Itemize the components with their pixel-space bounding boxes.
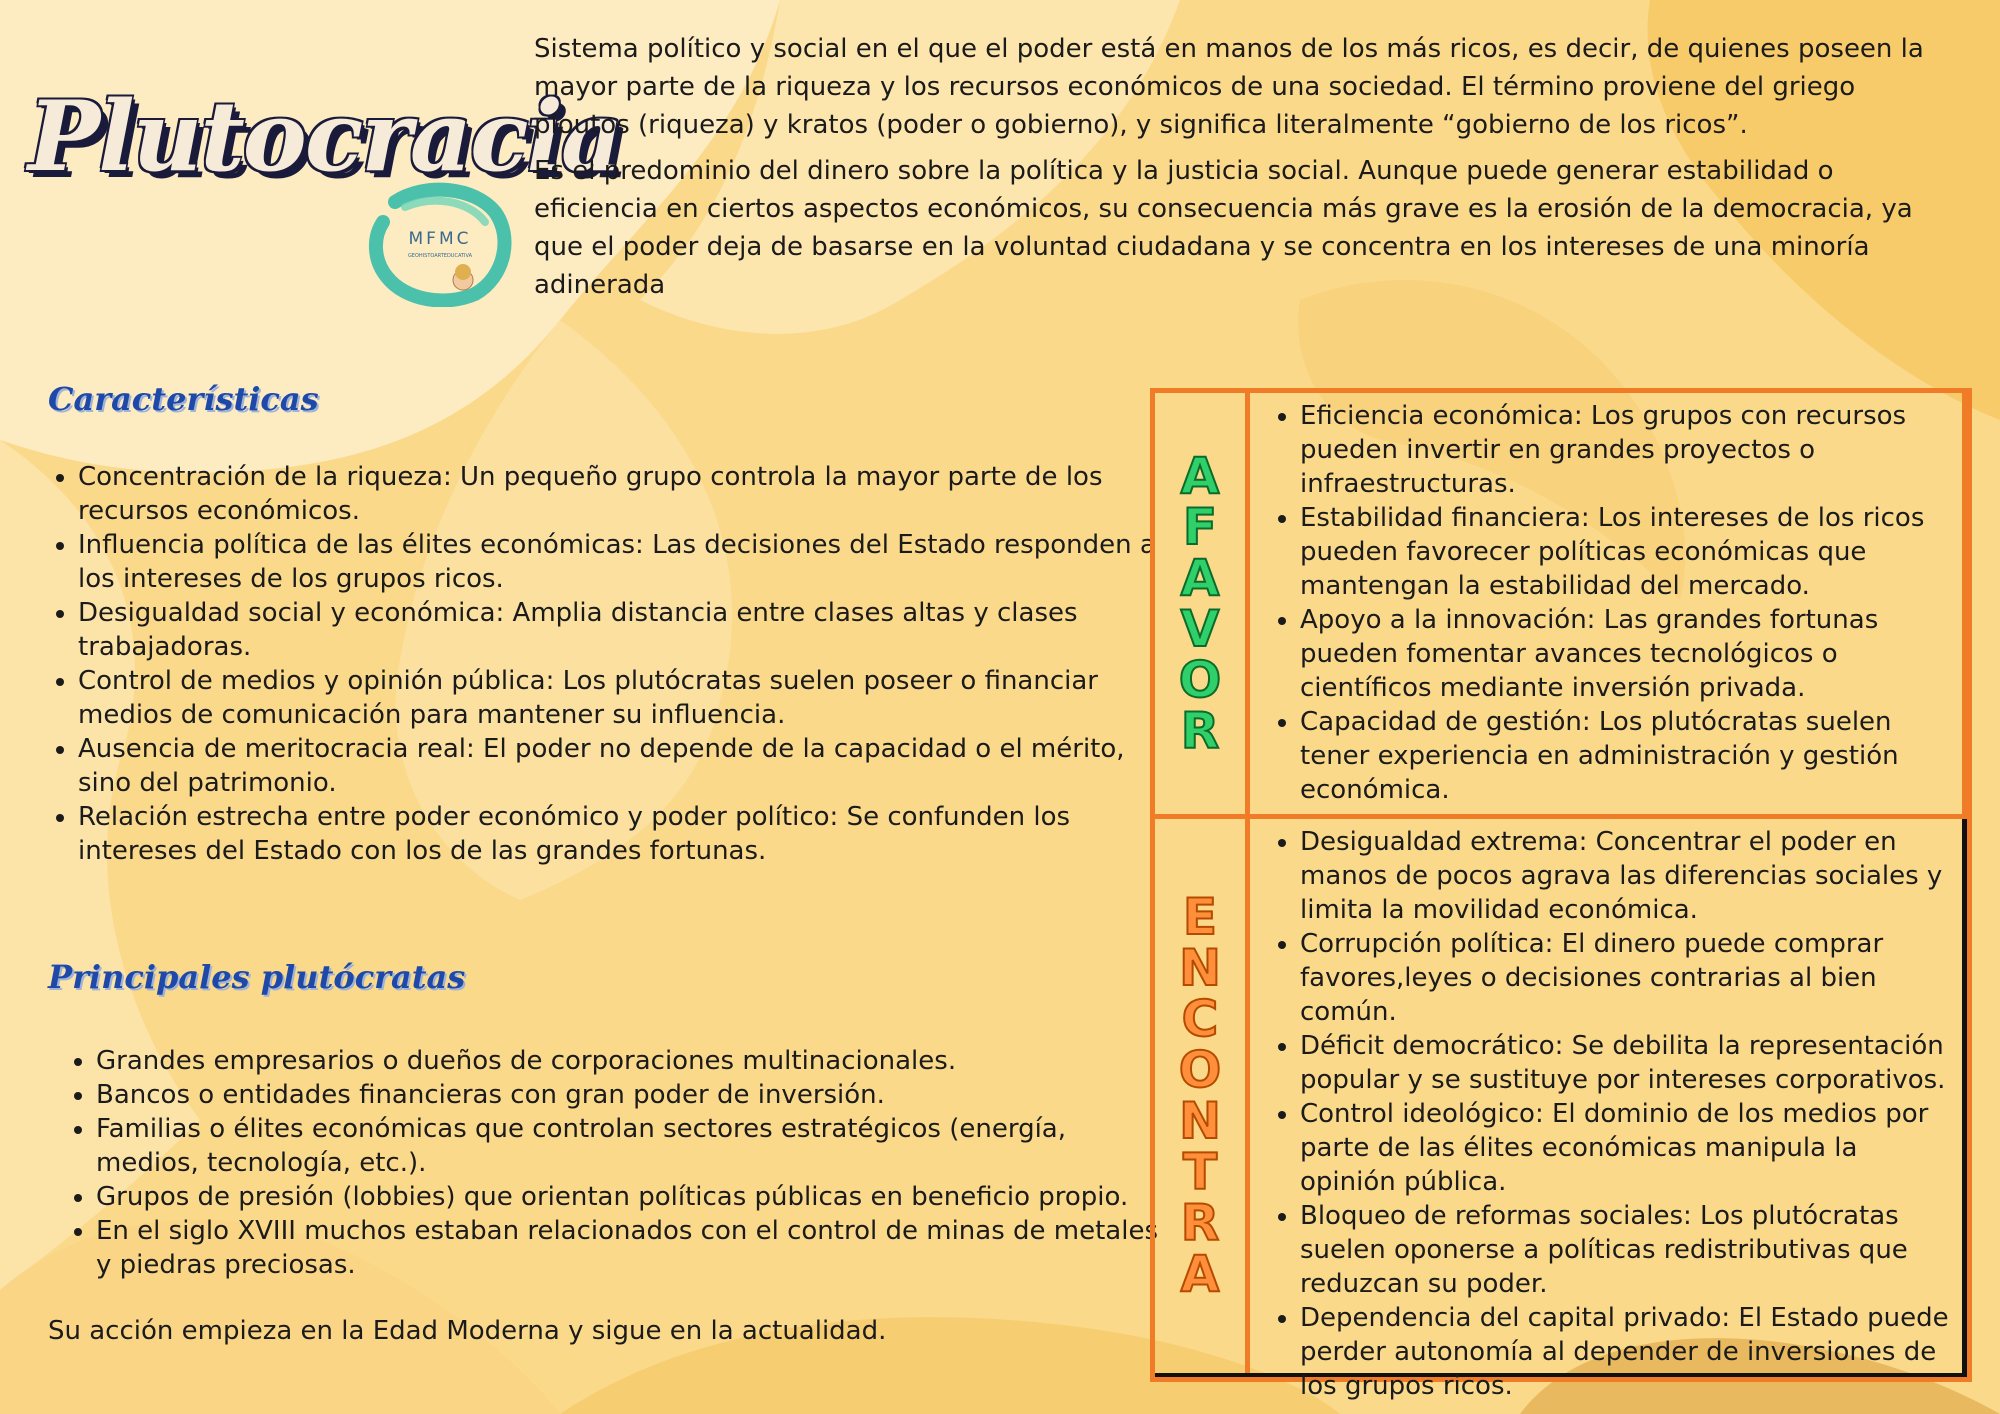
logo-subtext: GEOHISTOARTEDUCATIVA: [407, 253, 473, 259]
en-contra-row: [1155, 819, 1967, 1401]
list-item: • Corrupción política: El dinero puede comprar favores,leyes o decisiones contrarias al bien común.: [1300, 927, 1956, 1029]
intro-paragraph-2: Es el predominio del dinero sobre la política y la justicia social. Aunque puede generar estabilidad o eficiencia en ciertos aspectos económicos, su consecuencia más grave es la erosión de la democracia, ya que el poder deja de basarse en la voluntad ciudadana y se concentra en los intereses de una minoría adinerada: [534, 156, 1913, 300]
list-item: • Apoyo a la innovación: Las grandes fortunas pueden fomentar avances tecnológicos o científicos mediante inversión privada.: [1300, 603, 1956, 705]
list-item: • Déficit democrático: Se debilita la representación popular y se sustituye por intereses corporativos.: [1300, 1029, 1956, 1097]
intro-paragraph-1: Sistema político y social en el que el poder está en manos de los más ricos, es decir, de quienes poseen la mayor parte de la riqueza y los recursos económicos de una sociedad. El término proviene del griego ploutos (riqueza) y kratos (poder o gobierno), y significa literalmente “gobierno de los ricos”.: [534, 34, 1924, 140]
list-item: • Influencia política de las élites económicas: Las decisiones del Estado responden a los intereses de los grupos ricos.: [78, 528, 1178, 596]
list-item: • Grupos de presión (lobbies) que orientan políticas públicas en beneficio propio.: [96, 1180, 1176, 1214]
a-favor-list: [1250, 393, 1962, 814]
list-item: • Control de medios y opinión pública: Los plutócratas suelen poseer o financiar medios de comunicación para mantener su influencia.: [78, 664, 1178, 732]
list-item: • Eficiencia económica: Los grupos con recursos pueden invertir en grandes proyectos o infraestructuras.: [1300, 399, 1956, 501]
intro-text: [534, 30, 1954, 312]
list-item: • Familias o élites económicas que controlan sectores estratégicos (energía, medios, tecnología, etc.).: [96, 1112, 1176, 1180]
a-favor-label: AFAVOR: [1178, 446, 1222, 760]
page-title: Plutocracia: [28, 80, 622, 193]
list-item: • Dependencia del capital privado: El Estado puede perder autonomía al depender de inversiones de los grupos ricos.: [1300, 1301, 1956, 1403]
list-item: • Bancos o entidades financieras con gran poder de inversión.: [96, 1078, 1176, 1112]
pros-cons-table: [1150, 388, 1972, 1401]
list-item: • Desigualdad social y económica: Amplia distancia entre clases altas y clases trabajadoras.: [78, 596, 1178, 664]
list-item: • Capacidad de gestión: Los plutócratas suelen tener experiencia en administración y gestión económica.: [1300, 705, 1956, 807]
list-item: • Grandes empresarios o dueños de corporaciones multinacionales.: [96, 1044, 1176, 1078]
logo-text: MFMC: [408, 229, 472, 249]
list-item: • Concentración de la riqueza: Un pequeño grupo controla la mayor parte de los recursos económicos.: [78, 460, 1178, 528]
list-item: • Control ideológico: El dominio de los medios por parte de las élites económicas manipula la opinión pública.: [1300, 1097, 1956, 1199]
list-item: • Ausencia de meritocracia real: El poder no depende de la capacidad o el mérito, sino del patrimonio.: [78, 732, 1178, 800]
logo-emblem: [365, 182, 515, 307]
en-contra-label: ENCONTRA: [1178, 888, 1222, 1303]
plutocratas-heading: Principales plutócratas: [48, 958, 466, 996]
list-item: • Bloqueo de reformas sociales: Los plutócratas suelen oponerse a políticas redistributivas que reduzcan su poder.: [1300, 1199, 1956, 1301]
plutocratas-list: [64, 1044, 1176, 1282]
caracteristicas-heading: Características: [48, 380, 319, 418]
list-item: • Estabilidad financiera: Los intereses de los ricos pueden favorecer políticas económicas que mantengan la estabilidad del mercado.: [1300, 501, 1956, 603]
en-contra-list: [1250, 819, 1962, 1401]
list-item: • Relación estrecha entre poder económico y poder político: Se confunden los intereses del Estado con los de las grandes fortunas.: [78, 800, 1178, 868]
a-favor-label-cell: [1155, 393, 1250, 814]
list-item: • En el siglo XVIII muchos estaban relacionados con el control de minas de metales y piedras preciosas.: [96, 1214, 1176, 1282]
list-item: • Desigualdad extrema: Concentrar el poder en manos de pocos agrava las diferencias sociales y limita la movilidad económica.: [1300, 825, 1956, 927]
caracteristicas-list: [46, 460, 1178, 868]
plutocratas-footnote: Su acción empieza en la Edad Moderna y sigue en la actualidad.: [48, 1316, 887, 1346]
en-contra-label-cell: [1155, 819, 1250, 1373]
a-favor-row: [1155, 393, 1967, 819]
